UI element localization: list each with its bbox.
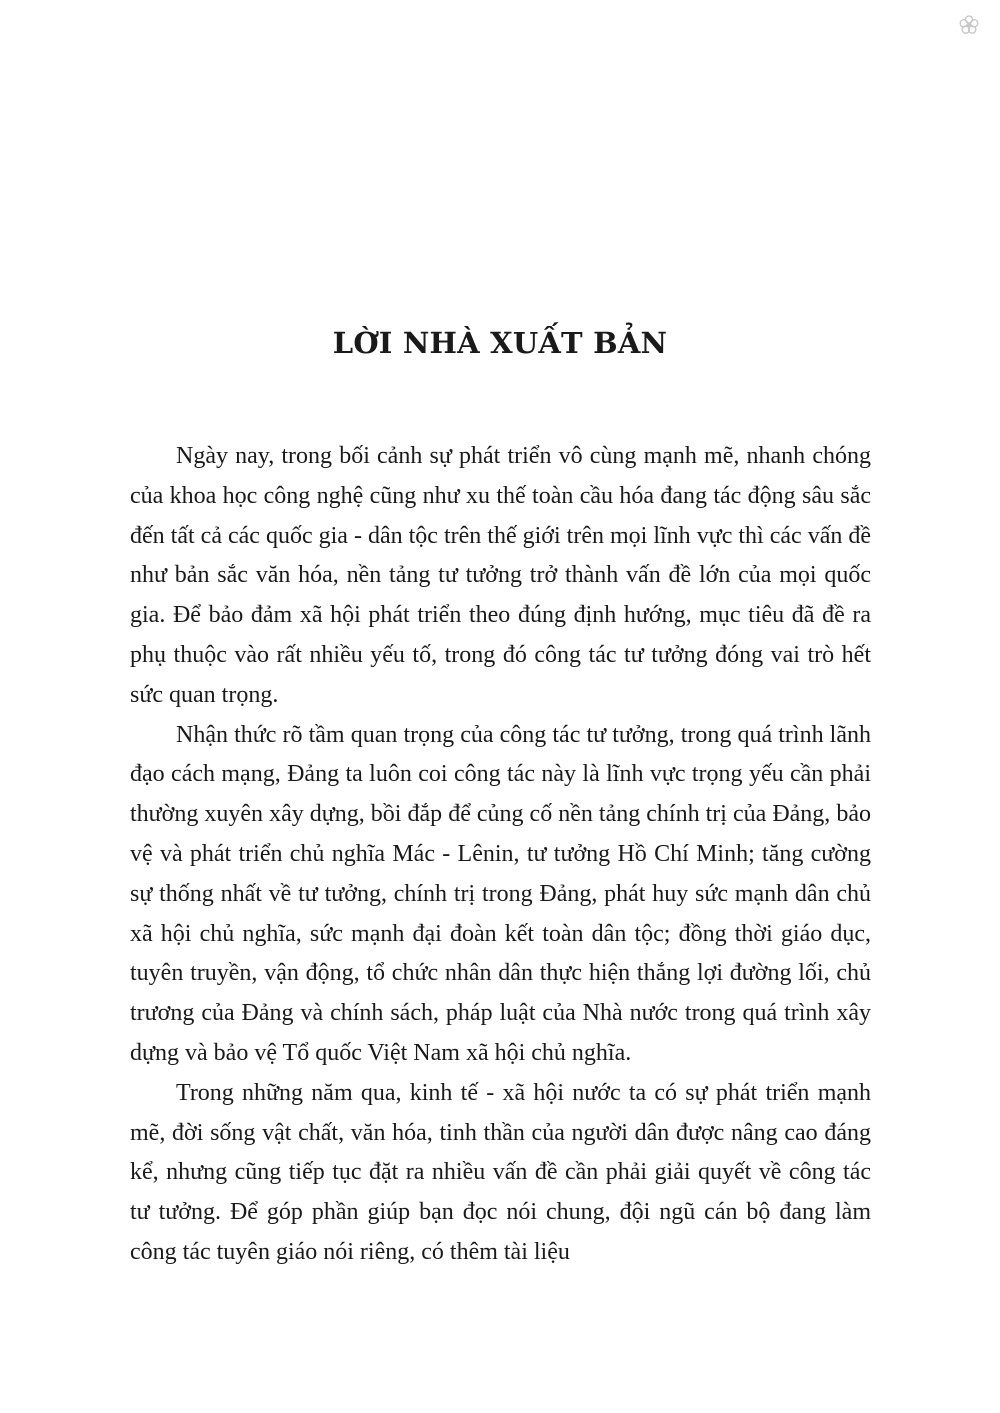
text-line: tư tưởng Hồ Chí Minh; tăng cường sự thống nhất về tư tưởng, chính xyxy=(130,840,871,907)
text-line: trở thành vấn đề lớn của mọi quốc gia. Để bảo đảm xã hội phát triển xyxy=(130,562,871,629)
text-line: nâng cao đáng kể, nhưng cũng tiếp tục đặt ra nhiều vấn đề cần phải xyxy=(130,1119,872,1186)
text-line: tác động sâu sắc đến tất cả các quốc gia - dân tộc trên thế giới trên xyxy=(130,482,872,549)
text-line: trình lãnh đạo cách mạng, Đảng ta luôn coi công tác này là lĩnh vực xyxy=(130,721,872,788)
flower-ornament-icon xyxy=(958,14,980,36)
paragraph-2 xyxy=(130,716,871,1074)
text-line: theo đúng định hướng, mục tiêu đã đề ra phụ thuộc vào rất nhiều xyxy=(130,602,871,668)
text-line: trị trong Đảng, phát huy sức mạnh dân chủ xã hội chủ nghĩa, sức xyxy=(130,880,871,947)
paragraph-1 xyxy=(130,437,871,716)
paragraph-3 xyxy=(130,1074,871,1273)
text-line: Trong những năm qua, kinh tế - xã hội nước ta có sự phát triển xyxy=(176,1079,810,1106)
text-line: xây dựng và bảo vệ Tổ quốc Việt Nam xã hội chủ nghĩa. xyxy=(130,1000,872,1066)
text-line: đội ngũ cán bộ đang làm công tác tuyên giáo nói riêng, có thêm tài liệu xyxy=(130,1199,871,1265)
text-line: mạnh mẽ, đời sống vật chất, văn hóa, tinh thần của người dân được xyxy=(130,1079,872,1146)
text-line: chóng của khoa học công nghệ cũng như xu thế toàn cầu hóa đang xyxy=(130,443,871,509)
text-line: giải quyết về công tác tư tưởng. Để góp phần giúp bạn đọc nói chung, xyxy=(130,1159,872,1226)
text-line: vận động, tổ chức nhân dân thực hiện thắng lợi đường lối, chủ trương xyxy=(130,960,872,1027)
text-line: yếu tố, trong đó công tác tư tưởng đóng vai trò hết sức quan trọng. xyxy=(130,641,871,708)
text-line: mọi lĩnh vực thì các vấn đề như bản sắc văn hóa, nền tảng tư tưởng xyxy=(130,522,872,589)
text-line: Nhận thức rõ tầm quan trọng của công tác tư tưởng, trong quá xyxy=(176,721,773,748)
text-line: tảng chính trị của Đảng, bảo vệ và phát triển chủ nghĩa Mác - Lênin, xyxy=(130,801,871,867)
text-line: Ngày nay, trong bối cảnh sự phát triển vô cùng mạnh mẽ, nhanh xyxy=(176,443,806,469)
text-line: mạnh đại đoàn kết toàn dân tộc; đồng thời giáo dục, tuyên truyền, xyxy=(130,920,872,987)
text-line: của Đảng và chính sách, pháp luật của Nhà nước trong quá trình xyxy=(201,1000,830,1027)
text-line: trọng yếu cần phải thường xuyên xây dựng, bồi đắp để củng cố nền xyxy=(130,761,871,828)
page-title: LỜI NHÀ XUẤT BẢN xyxy=(332,326,668,360)
body-text xyxy=(130,437,871,1273)
